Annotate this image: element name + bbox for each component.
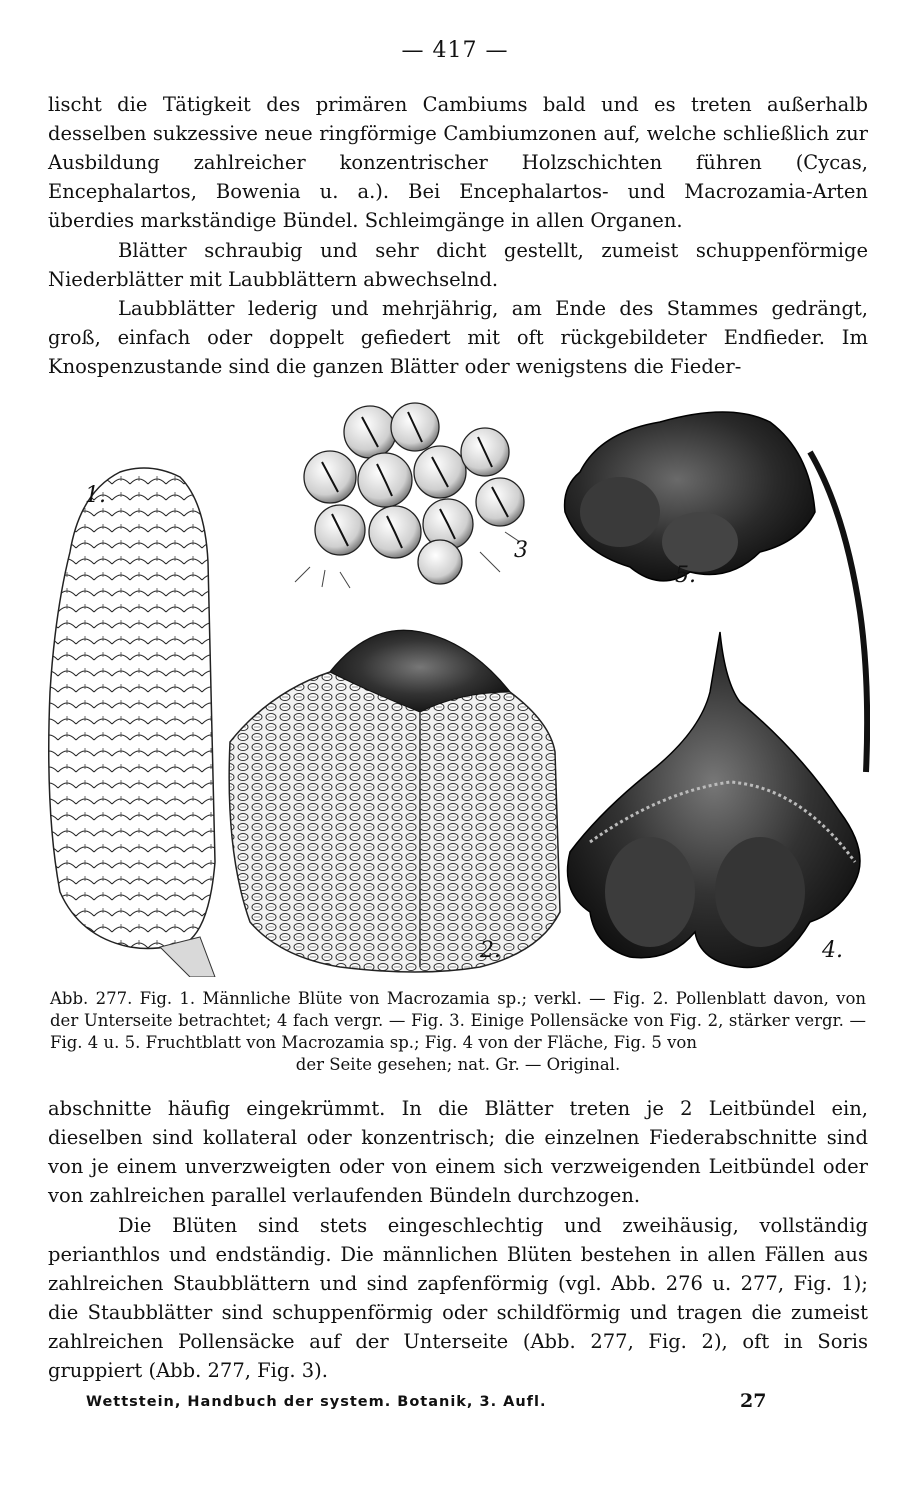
fig-label-2: 2. — [480, 938, 501, 963]
paragraph-bottom-2: Die Blüten sind stets eingeschlechtig und zweihäusig, vollständig perianthlos und endständig. Die männlichen Blüten bestehen in allen Fällen aus zahlreichen Staubblättern und sind zapfenförmig (vgl. Abb. 276 u. 277, Fig. 1); die Staubblätter sind schuppenförmig oder schildförmig und tragen die zumeist zahlreichen Pollensäcke auf der Unterseite (Abb. 277, Fig. 2), oft in Soris gruppiert (Abb. 277, Fig. 3). — [48, 1214, 868, 1382]
caption-last-line: der Seite gesehen; nat. Gr. — Original. — [295, 1055, 621, 1074]
fig-label-3: 3 — [514, 538, 528, 563]
fig3-pollen-sacs — [295, 403, 524, 588]
fig4-carpel-face — [568, 632, 861, 967]
fig-label-1: 1. — [85, 483, 106, 508]
footer-citation: Wettstein, Handbuch der system. Botanik, 3. Aufl. — [86, 1394, 547, 1410]
paragraph-top-3: Laubblätter lederig und mehrjährig, am Ende des Stammes gedrängt, groß, einfach oder doppelt gefiedert mit oft rückgebildeter Endfieder. Im Knospenzustande sind die ganzen Blätter oder wenigstens die Fieder- — [48, 297, 868, 378]
paragraph-top-2: Blätter schraubig und sehr dicht gestellt, zumeist schuppenförmige Niederblätter mit Laubblättern abwechselnd. — [48, 239, 868, 291]
paragraph-top-1: lischt die Tätigkeit des primären Cambiums bald und es treten außerhalb desselben sukzessive neue ringförmige Cambiumzonen auf, welche schließlich zur Ausbildung zahlreicher konzentrischer Holzschichten führen (Cycas, Encephalartos, Bowenia u. a.). Bei Encephalartos- und Macrozamia-Arten überdies markständige Bündel. Schleimgänge in allen Organen. — [48, 93, 868, 232]
page-number: — 417 — — [401, 38, 509, 63]
fig1-male-cone — [49, 468, 215, 977]
fig2-pollen-leaf — [229, 630, 560, 972]
figure-caption — [50, 988, 866, 1076]
paragraph-bottom-1: abschnitte häufig eingekrümmt. In die Blätter treten je 2 Leitbündel ein, dieselben sind kollateral oder konzentrisch; die einzelnen Fiederabschnitte sind von je einem unverzweigten oder von einem sich verzweigenden Leitbündel oder von zahlreichen parallel verlaufenden Bündeln durchzogen. — [48, 1097, 868, 1207]
caption-main: Abb. 277. Fig. 1. Männliche Blüte von Macrozamia sp.; verkl. — Fig. 2. Pollenblatt davon, von der Unterseite betrachtet; 4 fach vergr. — Fig. 3. Einige Pollensäcke von Fig. 2, stärker vergr. — Fig. 4 u. 5. Fruchtblatt von Macrozamia sp.; Fig. 4 von der Fläche, Fig. 5 von — [50, 989, 866, 1052]
fig-label-4: 4. — [822, 938, 843, 963]
fig-label-5: 5. — [675, 563, 696, 588]
footer-signature: 27 — [740, 1390, 767, 1412]
botanical-figure — [40, 392, 870, 977]
